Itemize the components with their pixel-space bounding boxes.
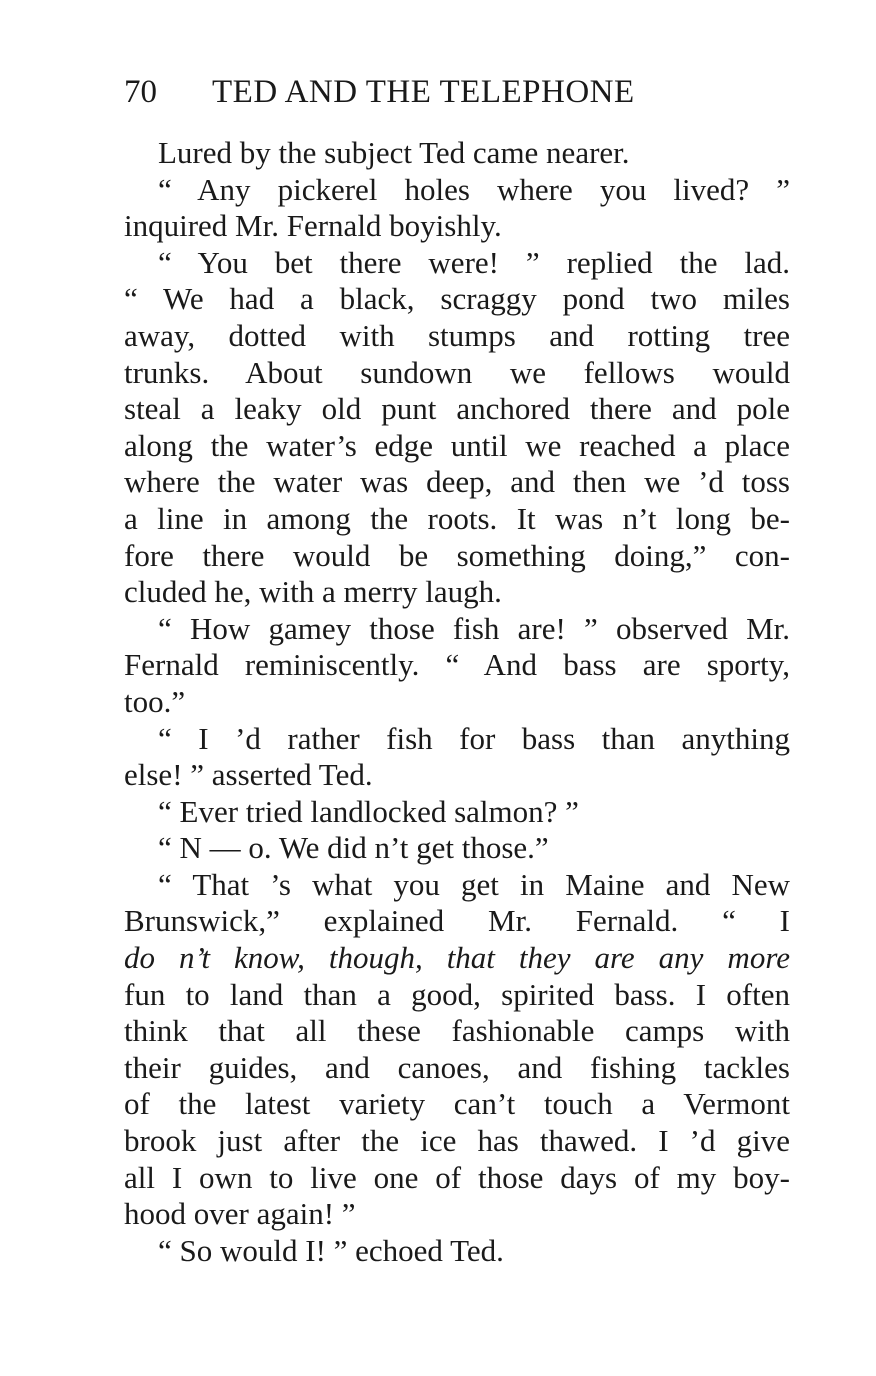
text-line: fun to land than a good, spirited bass. I often <box>124 976 790 1012</box>
text-line: hood over again! ” <box>124 1196 356 1232</box>
text-line: their guides, and canoes, and fishing tackles <box>124 1049 790 1085</box>
text-line: “ You bet there were! ” replied the lad. <box>158 244 790 280</box>
running-title: TED AND THE TELEPHONE <box>212 74 635 110</box>
text-line: “ Ever tried landlocked salmon? ” <box>158 793 579 829</box>
text-line: “ Any pickerel holes where you lived? ” <box>158 171 790 207</box>
text-line: think that all these fashionable camps with <box>124 1013 790 1049</box>
text-line: “ We had a black, scraggy pond two miles <box>124 281 790 317</box>
text-line: “ How gamey those fish are! ” observed Mr. <box>158 610 790 646</box>
text-line: where the water was deep, and then we ’d toss <box>124 464 790 500</box>
body-text <box>124 135 790 1269</box>
text-line: Lured by the subject Ted came nearer. <box>158 135 630 170</box>
text-line: “ That ’s what you get in Maine and New <box>158 866 790 902</box>
text-line: too.” <box>124 683 186 719</box>
page-number: 70 <box>124 74 157 110</box>
text-line: along the water’s edge until we reached a place <box>124 427 790 463</box>
text-line: cluded he, with a merry laugh. <box>124 574 502 610</box>
text-line: steal a leaky old punt anchored there and pole <box>124 391 790 427</box>
text-line: all I own to live one of those days of my boy- <box>124 1159 790 1195</box>
text-line: “ N — o. We did n’t get those.” <box>158 830 549 866</box>
text-line: trunks. About sundown we fellows would <box>124 354 790 390</box>
text-line: fore there would be something doing,” con- <box>124 537 790 573</box>
text-line: of the latest variety can’t touch a Vermont <box>124 1086 790 1122</box>
text-line: Brunswick,” explained Mr. Fernald. “ I <box>124 903 790 939</box>
text-line: “ I ’d rather fish for bass than anything <box>158 720 790 756</box>
text-line: brook just after the ice has thawed. I ’d give <box>124 1123 790 1159</box>
running-head <box>124 70 724 114</box>
text-line: do n’t know, though, that they are any more <box>124 940 790 976</box>
text-line: away, dotted with stumps and rotting tree <box>124 317 790 353</box>
text-line: inquired Mr. Fernald boyishly. <box>124 208 502 244</box>
text-line: else! ” asserted Ted. <box>124 757 373 793</box>
text-line: Fernald reminiscently. “ And bass are sporty, <box>124 647 790 683</box>
text-line: a line in among the roots. It was n’t long be- <box>124 500 790 536</box>
text-line: “ So would I! ” echoed Ted. <box>158 1232 504 1268</box>
